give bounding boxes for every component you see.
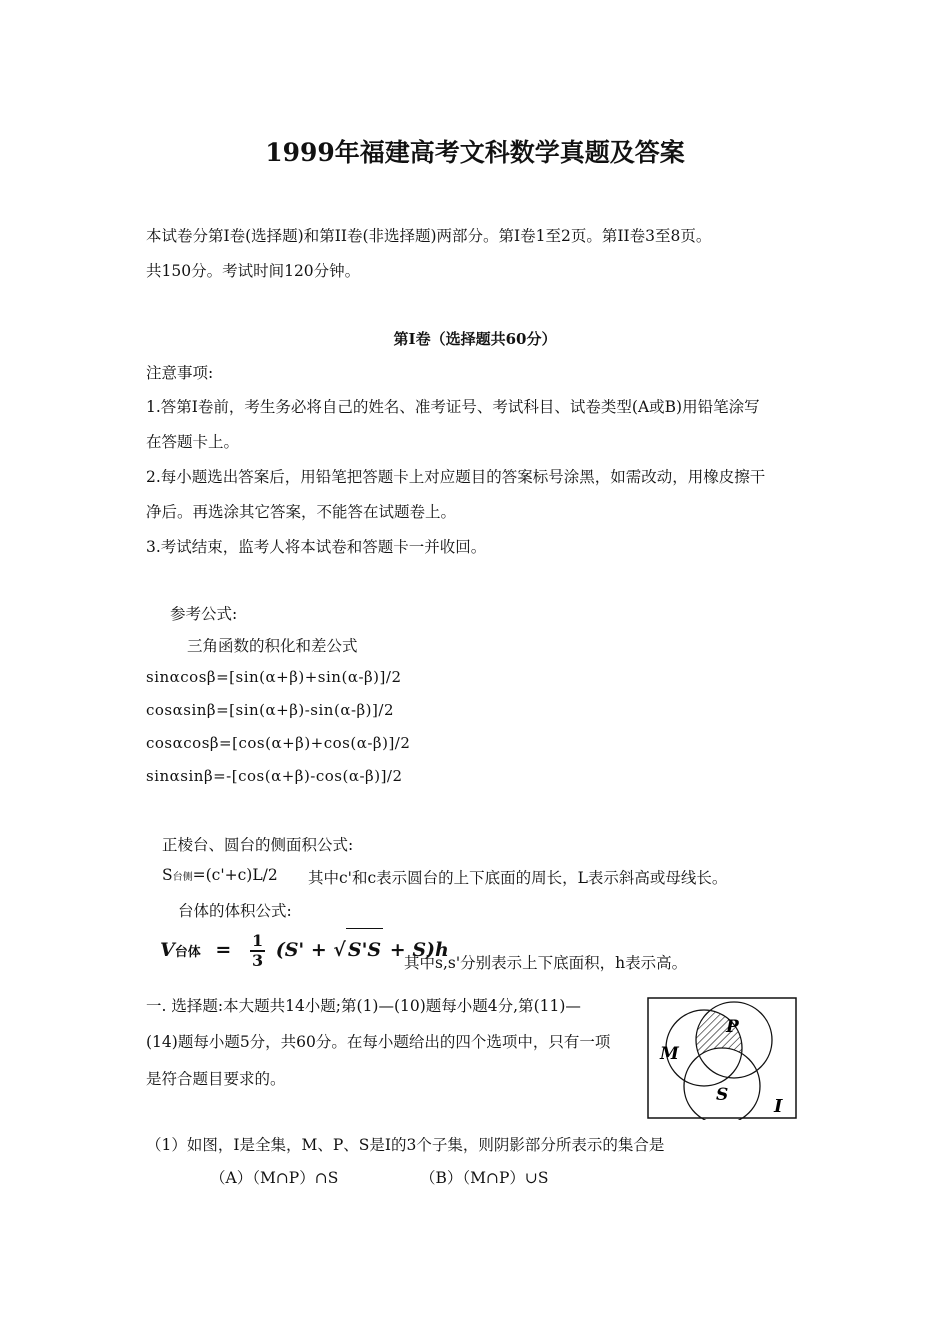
volume-radicand: S'S — [346, 928, 383, 971]
trig-formula: sinαcosβ=[sin(α+β)+sin(α-β)]/2 — [146, 668, 402, 686]
lateral-s: S — [162, 866, 173, 884]
fraction-numerator: 1 — [251, 931, 264, 950]
lateral-sub: 台侧 — [172, 872, 193, 883]
one-third-fraction — [250, 932, 265, 970]
label-m: M — [660, 1044, 679, 1064]
notice-item: 在答题卡上。 — [146, 433, 240, 451]
label-p: P — [726, 1017, 739, 1037]
trig-formula: cosαcosβ=[cos(α+β)+cos(α-β)]/2 — [146, 734, 411, 752]
trig-heading: 三角函数的积化和差公式 — [187, 637, 358, 655]
trig-formula: sinαsinβ=-[cos(α+β)-cos(α-β)]/2 — [146, 767, 403, 785]
notice-item: 3.考试结束，监考人将本试卷和答题卡一并收回。 — [146, 538, 487, 556]
choice-intro-1: 一. 选择题:本大题共14小题;第(1)—(10)题每小题4分,第(11)— — [146, 997, 581, 1015]
volume-close: + S)h — [389, 939, 449, 961]
lateral-heading: 正棱台、圆台的侧面积公式: — [162, 836, 354, 854]
volume-eq: = — [215, 939, 232, 961]
volume-sub: 台体 — [174, 945, 201, 960]
lateral-formula — [162, 866, 278, 884]
notice-item: 1.答第Ⅰ卷前，考生务必将自己的姓名、准考证号、考试科目、试卷类型(A或B)用铅笔涂写 — [146, 398, 760, 416]
lateral-expr: =(c'+c)L/2 — [192, 866, 278, 884]
label-i: I — [774, 1096, 783, 1117]
venn-diagram — [646, 996, 798, 1120]
volume-heading: 台体的体积公式: — [178, 902, 292, 920]
intro-line-1: 本试卷分第Ⅰ卷(选择题)和第II卷(非选择题)两部分。第Ⅰ卷1至2页。第II卷3至8页。 — [146, 227, 712, 245]
choice-intro-2: (14)题每小题5分，共60分。在每小题给出的四个选项中，只有一项 — [146, 1033, 611, 1051]
choice-intro-3: 是符合题目要求的。 — [146, 1070, 286, 1088]
lateral-note: 其中c'和c表示圆台的上下底面的周长，L表示斜高或母线长。 — [308, 869, 728, 887]
volume-note: 其中s,s'分别表示上下底面积，h表示高。 — [404, 954, 688, 972]
section-title: 第Ⅰ卷（选择题共60分） — [393, 330, 557, 348]
question-1-option-a: （A）（M∩P）∩S — [210, 1169, 339, 1187]
intro-line-2: 共150分。考试时间120分钟。 — [146, 262, 361, 280]
trig-formula: cosαsinβ=[sin(α+β)-sin(α-β)]/2 — [146, 701, 394, 719]
notice-item: 净后。再选涂其它答案，不能答在试题卷上。 — [146, 503, 457, 521]
sqrt-icon: √ — [333, 939, 346, 961]
reference-heading: 参考公式: — [170, 605, 238, 623]
label-s: S — [716, 1085, 729, 1105]
notice-heading: 注意事项: — [146, 364, 214, 382]
question-1-stem: （1）如图，I是全集，M、P、S是I的3个子集，则阴影部分所表示的集合是 — [146, 1136, 665, 1154]
volume-v: V — [160, 939, 175, 961]
set-s-circle — [684, 1048, 760, 1120]
fraction-denominator: 3 — [251, 951, 264, 970]
page-title: 1999年福建高考文科数学真题及答案 — [265, 138, 685, 167]
volume-open: (S' + — [275, 939, 327, 961]
notice-item: 2.每小题选出答案后，用铅笔把答题卡上对应题目的答案标号涂黑，如需改动，用橡皮擦干 — [146, 468, 766, 486]
question-1-option-b: （B）（M∩P）∪S — [420, 1169, 549, 1187]
